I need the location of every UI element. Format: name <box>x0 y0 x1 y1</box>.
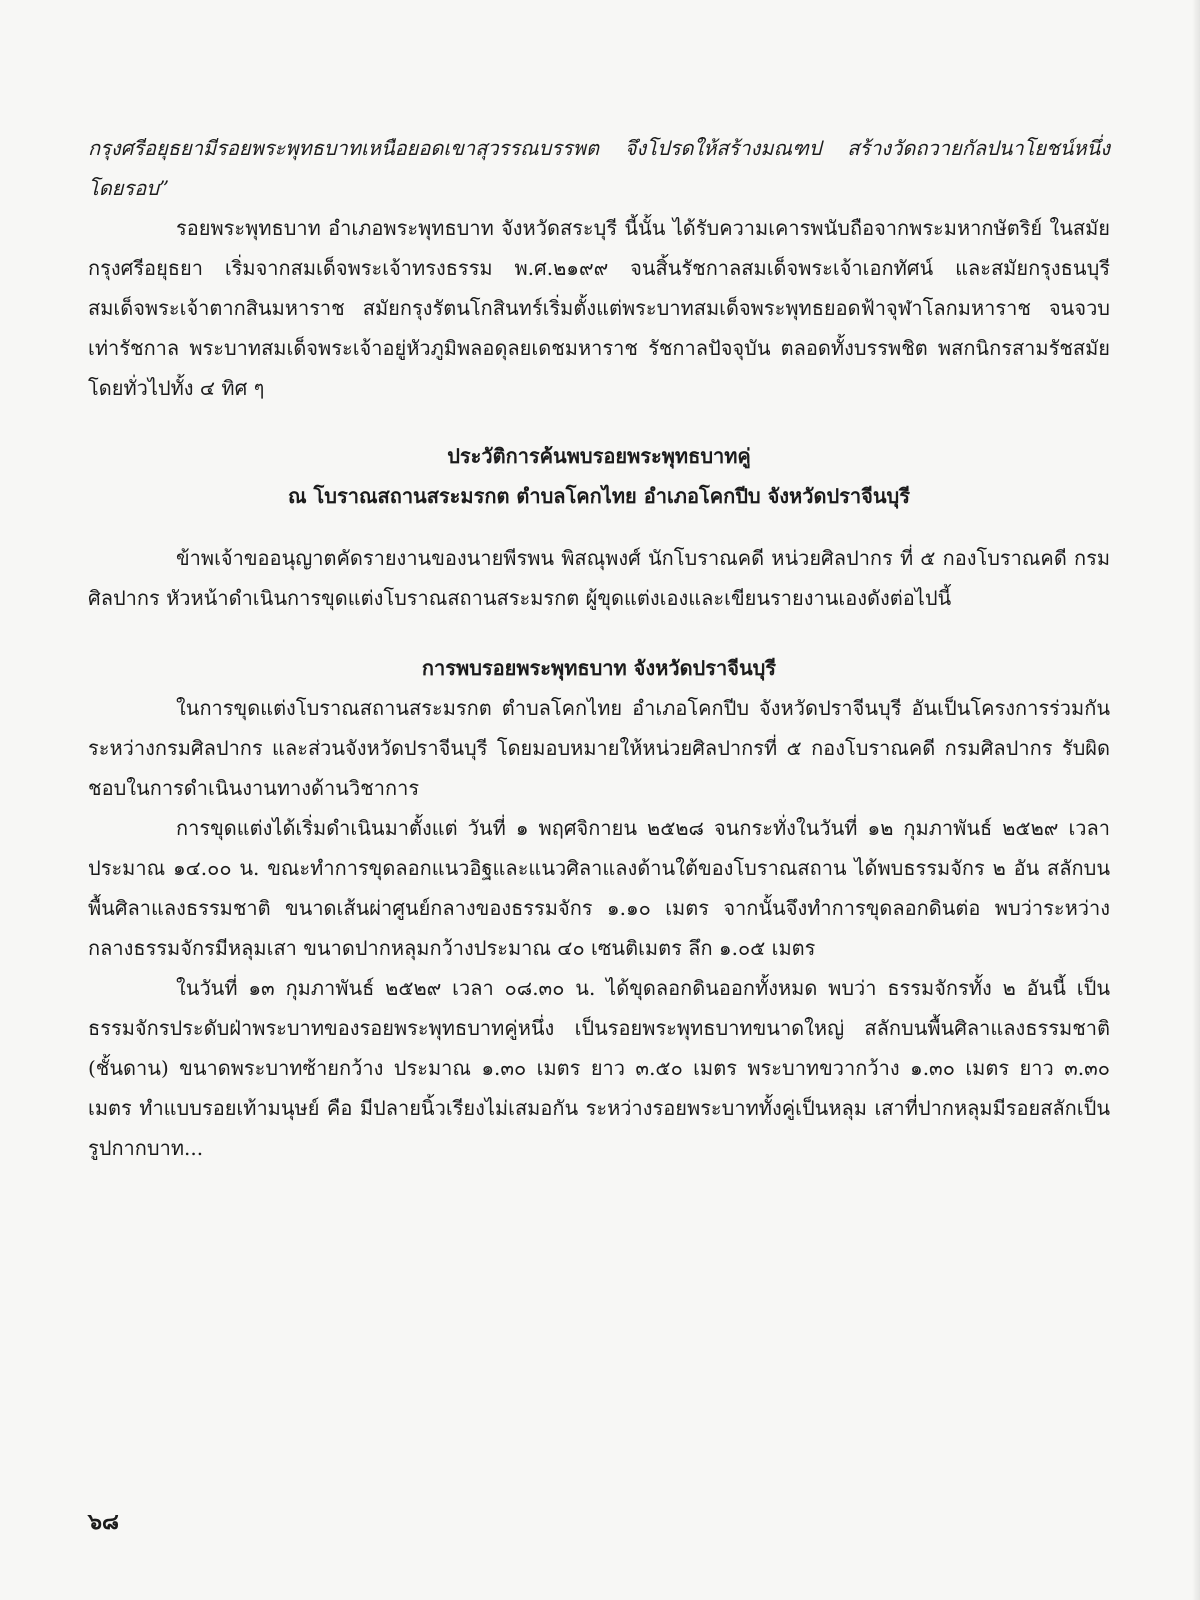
section-title-line-2: ณ โบราณสถานสระมรกต ตำบลโคกไทย อำเภอโคกปีบ จังหวัดปราจีนบุรี <box>288 484 910 508</box>
excavation-paragraph-1: ในการขุดแต่งโบราณสถานสระมรกต ตำบลโคกไทย อำเภอโคกปีบ จังหวัดปราจีนบุรี อันเป็นโครงการร่วมกันระหว่างกรมศิลปากร และส่วนจังหวัดปราจีนบุรี โดยมอบหมายให้หน่วยศิลปากรที่ ๕ กองโบราณคดี กรมศิลปากร รับผิดชอบในการดำเนินงานทางด้านวิชาการ <box>88 696 1110 800</box>
report-intro-paragraph: ข้าพเจ้าขออนุญาตคัดรายงานของนายพีรพน พิสณุพงศ์ นักโบราณคดี หน่วยศิลปากร ที่ ๕ กองโบราณคดี กรมศิลปากร หัวหน้าดำเนินการขุดแต่งโบราณสถานสระมรกต ผู้ขุดแต่งเองและเขียนรายงานเองดังต่อไปนี้ <box>88 546 1110 610</box>
section-title-line-1: ประวัติการค้นพบรอยพระพุทธบาทคู่ <box>447 444 751 468</box>
quote-paragraph: กรุงศรีอยุธยามีรอยพระพุทธบาทเหนือยอดเขาสุวรรณบรรพต จึงโปรดให้สร้างมณฑป สร้างวัดถวายกัลปนาโยชน์หนึ่ง โดยรอบ” <box>88 136 1110 200</box>
discovery-heading: การพบรอยพระพุทธบาท จังหวัดปราจีนบุรี <box>421 656 777 680</box>
intro-paragraph: รอยพระพุทธบาท อำเภอพระพุทธบาท จังหวัดสระบุรี นี้นั้น ได้รับความเคารพนับถือจากพระมหากษัตริย์ ในสมัยกรุงศรีอยุธยา เริ่มจากสมเด็จพระเจ้าทรงธรรม พ.ศ.๒๑๙๙ จนสิ้นรัชกาลสมเด็จพระเจ้าเอกทัศน์ และสมัยกรุงธนบุรี สมเด็จพระเจ้าตากสินมหาราช สมัยกรุงรัตนโกสินทร์เริ่มตั้งแต่พระบาทสมเด็จพระพุทธยอดฟ้าจุฬาโลกมหาราช จนจวบเท่ารัชกาล พระบาทสมเด็จพระเจ้าอยู่หัวภูมิพลอดุลยเดชมหาราช รัชกาลปัจจุบัน ตลอดทั้งบรรพชิต พสกนิกรสามรัชสมัยโดยทั่วไปทั้ง ๔ ทิศ ๆ <box>88 216 1110 400</box>
excavation-paragraph-3: ในวันที่ ๑๓ กุมภาพันธ์ ๒๕๒๙ เวลา ๐๘.๓๐ น. ได้ขุดลอกดินออกทั้งหมด พบว่า ธรรมจักรทั้ง ๒ อันนี้ เป็นธรรมจักรประดับฝ่าพระบาทของรอยพระพุทธบาทคู่หนึ่ง เป็นรอยพระพุทธบาทขนาดใหญ่ สลักบนพื้นศิลาแลงธรรมชาติ (ชั้นดาน) ขนาดพระบาทซ้ายกว้าง ประมาณ ๑.๓๐ เมตร ยาว ๓.๕๐ เมตร พระบาทขวากว้าง ๑.๓๐ เมตร ยาว ๓.๓๐ เมตร ทำแบบรอยเท้ามนุษย์ คือ มีปลายนิ้วเรียงไม่เสมอกัน ระหว่างรอยพระบาททั้งคู่เป็นหลุม เสาที่ปากหลุมมีรอยสลักเป็นรูปกากบาท... <box>88 976 1110 1160</box>
document-body <box>88 128 1110 1168</box>
page-edge-shadow <box>1192 0 1200 1600</box>
excavation-paragraph-2: การขุดแต่งได้เริ่มดำเนินมาตั้งแต่ วันที่ ๑ พฤศจิกายน ๒๕๒๘ จนกระทั่งในวันที่ ๑๒ กุมภาพันธ์ ๒๕๒๙ เวลาประมาณ ๑๔.๐๐ น. ขณะทำการขุดลอกแนวอิฐและแนวศิลาแลงด้านใต้ของโบราณสถาน ได้พบธรรมจักร ๒ อัน สลักบนพื้นศิลาแลงธรรมชาติ ขนาดเส้นผ่าศูนย์กลางของธรรมจักร ๑.๑๐ เมตร จากนั้นจึงทำการขุดลอกดินต่อ พบว่าระหว่างกลางธรรมจักรมีหลุมเสา ขนาดปากหลุมกว้างประมาณ ๔๐ เซนติเมตร ลึก ๑.๐๕ เมตร <box>88 816 1110 960</box>
page-number: ๖๘ <box>88 1509 119 1535</box>
